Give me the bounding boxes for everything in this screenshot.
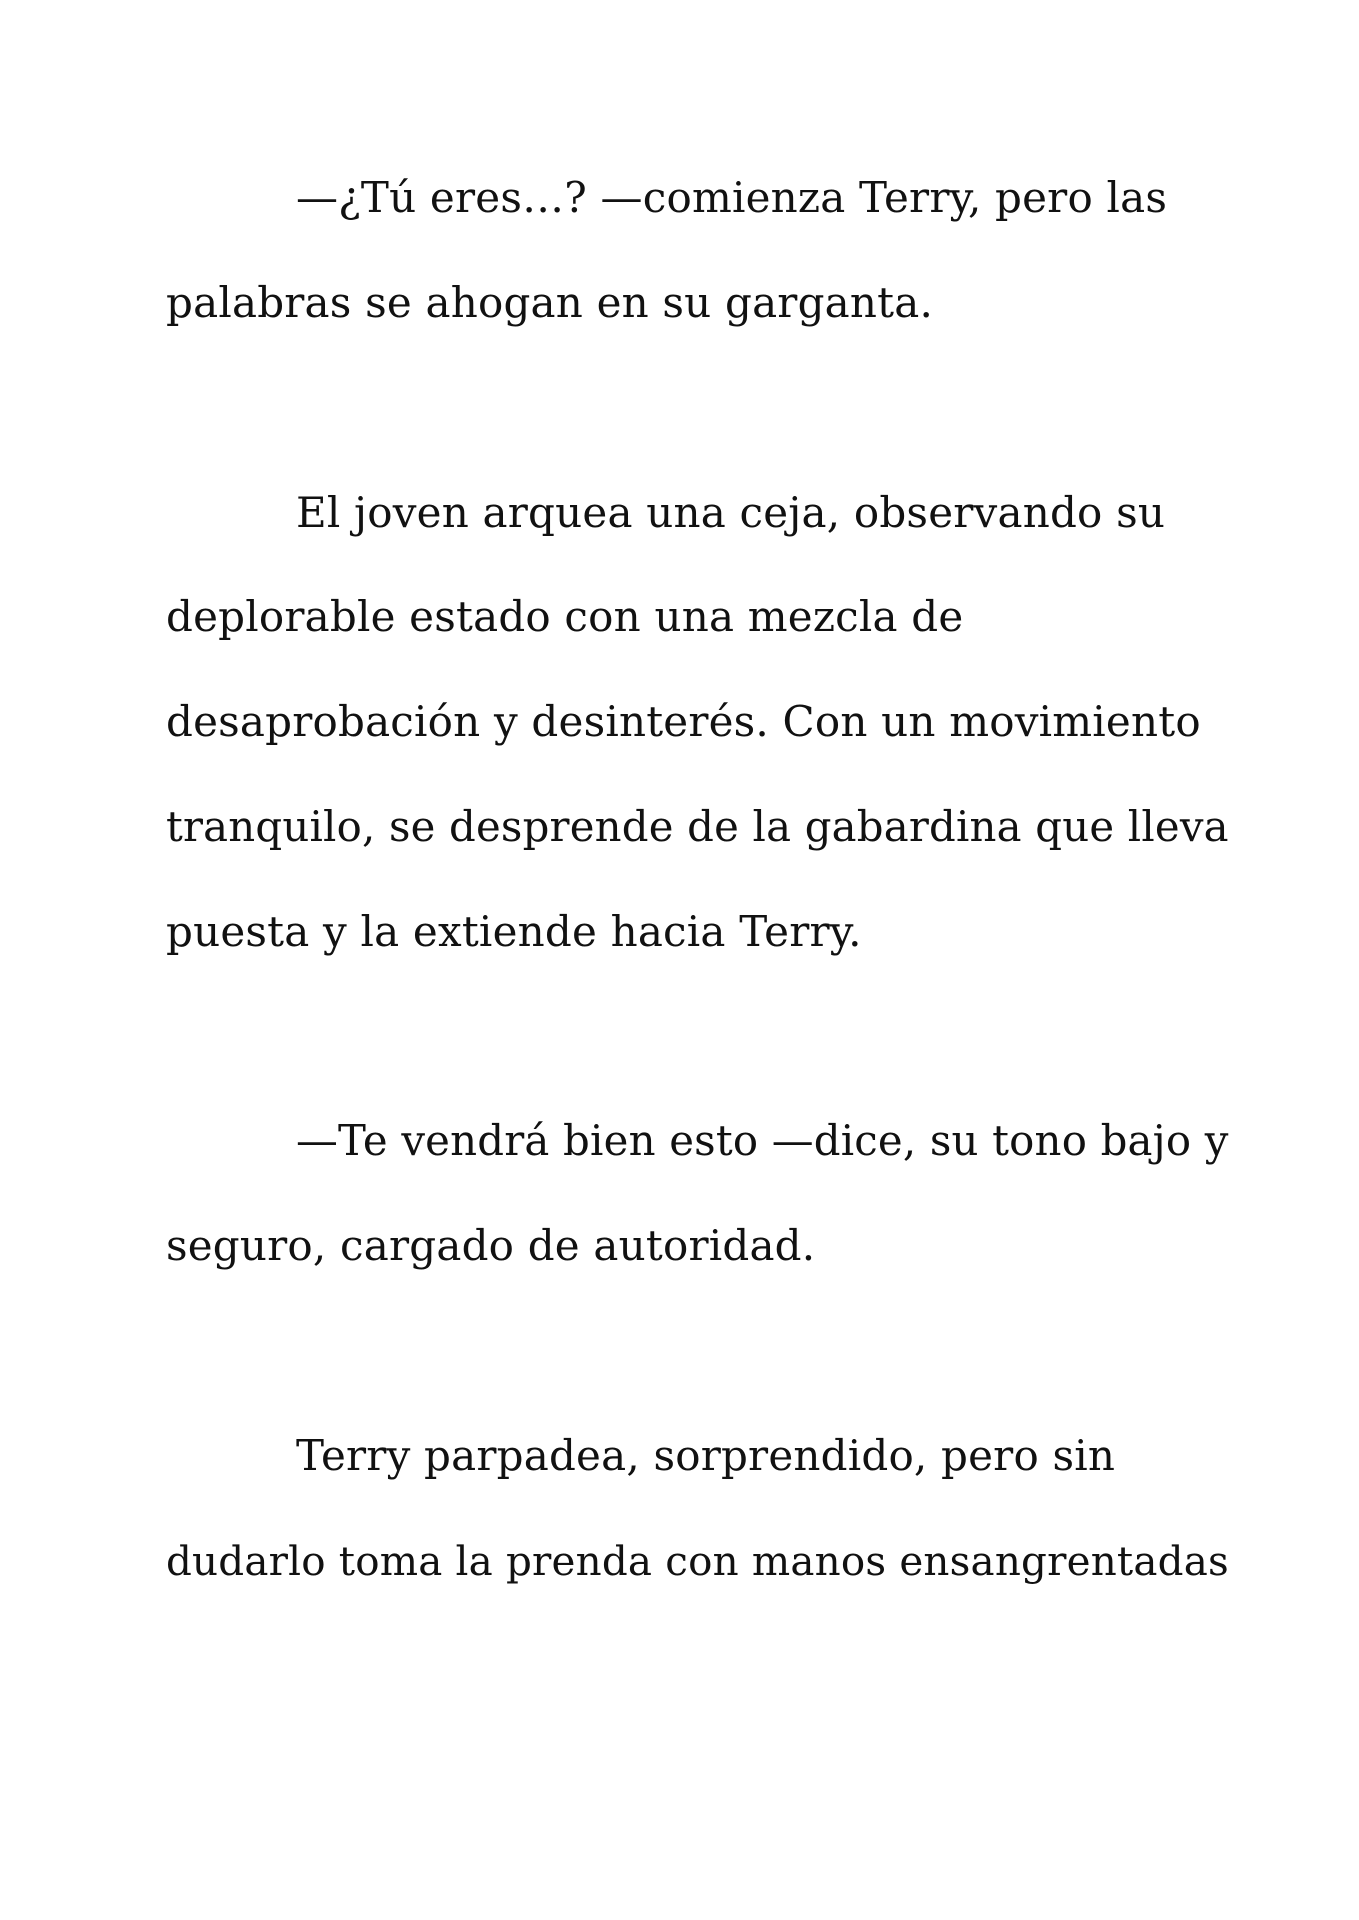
paragraph-line: palabras se ahogan en su garganta. xyxy=(166,278,934,327)
paragraph-line: seguro, cargado de autoridad. xyxy=(166,1221,816,1270)
paragraph-line: Terry parpadea, sorprendido, pero sin xyxy=(296,1431,1116,1480)
paragraph-line: —Te vendrá bien esto —dice, su tono bajo y xyxy=(296,1116,1229,1165)
paragraph-line: desaprobación y desinterés. Con un movimiento xyxy=(166,697,1201,746)
paragraph-line: puesta y la extiende hacia Terry. xyxy=(166,907,862,956)
paragraph-line: —¿Tú eres…? —comienza Terry, pero las xyxy=(296,173,1168,222)
paragraph-line: tranquilo, se desprende de la gabardina que lleva xyxy=(166,802,1229,851)
paragraph-line: dudarlo toma la prenda con manos ensangrentadas xyxy=(166,1537,1229,1585)
paragraph-line: El joven arquea una ceja, observando su xyxy=(296,488,1166,537)
paragraph-line: deplorable estado con una mezcla de xyxy=(166,592,964,641)
